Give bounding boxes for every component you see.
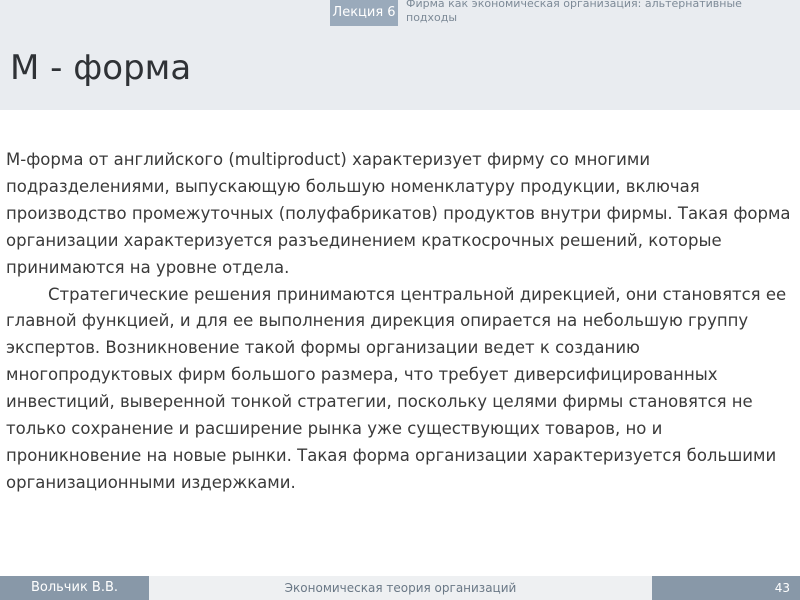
footer-course: Экономическая теория организаций xyxy=(149,576,652,600)
footer-author: Вольчик В.В. xyxy=(0,576,149,600)
slide-title: М - форма xyxy=(10,48,192,88)
slide-body xyxy=(6,147,796,497)
lecture-label: Лекция 6 xyxy=(330,0,398,26)
body-paragraph: М-форма от английского (multiproduct) характеризует фирму со многими подразделениями, выпускающую большую номенклатуру продукции, включая производство промежуточных (полуфабрикатов) продуктов внутри фирмы. Такая форма организации характеризуется разъединением краткосрочных решений, которые принимаются на уровне отдела. xyxy=(6,150,791,277)
subject-title: Фирма как экономическая организация: альтернативные подходы xyxy=(406,0,742,24)
body-paragraph: Стратегические решения принимаются центральной дирекцией, они становятся ее главной функцией, и для ее выполнения дирекция опирается на небольшую группу экспертов. Возникновение такой формы организации ведет к созданию многопродуктовых фирм большого размера, что требует диверсифицированных инвестиций, выверенной тонкой стратегии, поскольку целями фирмы становятся не только сохранение и расширение рынка уже существующих товаров, но и проникновение на новые рынки. Такая форма организации характеризуется большими организационными издержками. xyxy=(6,284,787,492)
page-number: 43 xyxy=(652,576,800,600)
